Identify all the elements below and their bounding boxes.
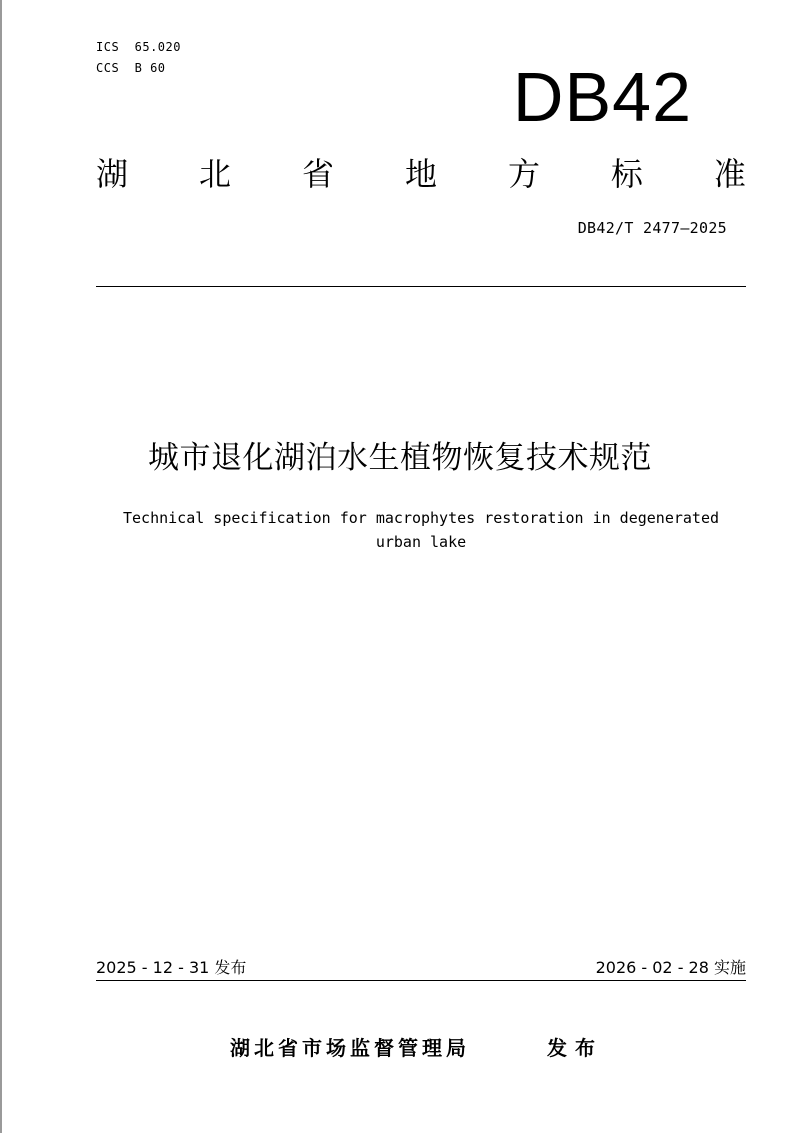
standard-type-char: 标 bbox=[610, 155, 643, 193]
header-divider bbox=[96, 286, 746, 287]
standard-type-char: 湖 bbox=[96, 155, 129, 193]
page-left-edge bbox=[0, 0, 2, 1133]
footer-divider bbox=[96, 980, 746, 981]
standard-type-char: 地 bbox=[404, 155, 437, 193]
implementation-date: 2026 - 02 - 28 实施 bbox=[595, 958, 746, 977]
standard-type-heading bbox=[96, 156, 746, 192]
db42-logo: DB42 bbox=[512, 58, 692, 136]
publisher-name: 湖北省市场监督管理局 bbox=[230, 1036, 470, 1060]
publish-label: 发布 bbox=[547, 1036, 603, 1060]
ics-code: ICS 65.020 bbox=[96, 40, 181, 54]
standard-type-char: 方 bbox=[507, 155, 540, 193]
standard-type-char: 北 bbox=[198, 155, 231, 193]
ccs-code: CCS B 60 bbox=[96, 61, 166, 75]
document-title-english: Technical specification for macrophytes restoration in degenerated urban lake bbox=[122, 509, 720, 551]
issue-date: 2025 - 12 - 31 发布 bbox=[96, 958, 247, 977]
standard-type-char: 准 bbox=[713, 155, 746, 193]
document-title-chinese: 城市退化湖泊水生植物恢复技术规范 bbox=[148, 440, 652, 476]
standard-number: DB42/T 2477—2025 bbox=[577, 219, 727, 237]
standard-type-char: 省 bbox=[301, 155, 334, 193]
